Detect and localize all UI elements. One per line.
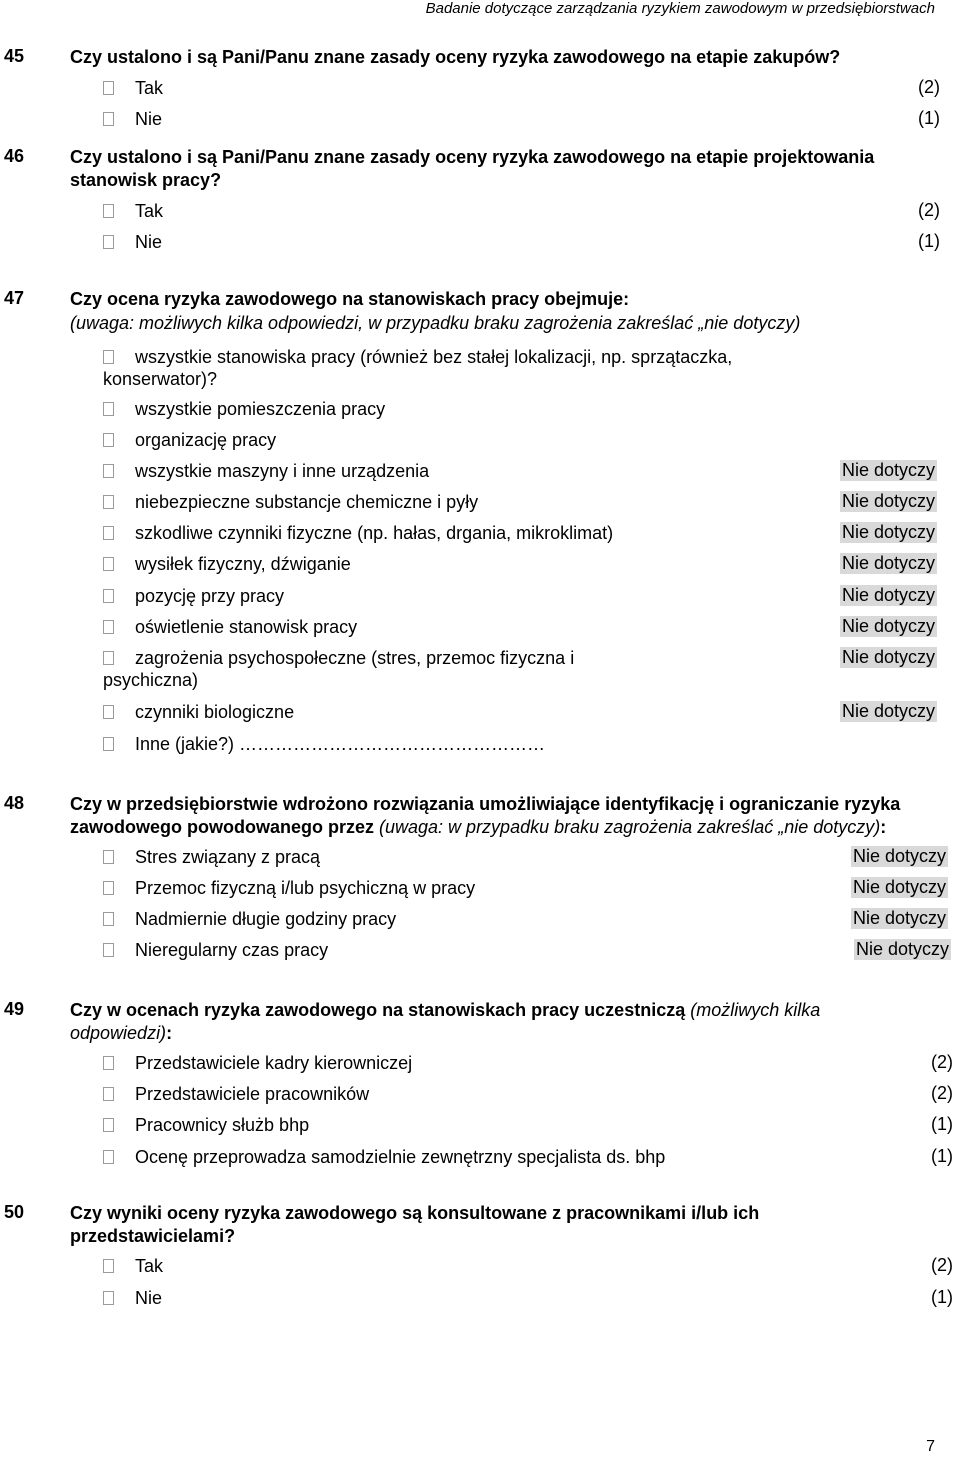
not-applicable-badge[interactable]: Nie dotyczy bbox=[841, 616, 935, 636]
option-label: Ocenę przeprowadza samodzielnie zewnętrzny specjalista ds. bhp bbox=[135, 1147, 666, 1167]
option-item-other[interactable] bbox=[103, 733, 545, 755]
option-item[interactable] bbox=[103, 1114, 309, 1136]
checkbox[interactable] bbox=[103, 1056, 114, 1070]
option-label: Nie bbox=[135, 109, 163, 129]
checkbox[interactable] bbox=[103, 1259, 114, 1273]
question-text: Czy ustalono i są Pani/Panu znane zasady oceny ryzyka zawodowego na etapie zakupów? bbox=[70, 47, 841, 67]
option-label: Nie bbox=[135, 1288, 163, 1308]
question-note: (możliwych kilka odpowiedzi) bbox=[70, 1000, 821, 1043]
question-number: 50 bbox=[4, 1202, 25, 1222]
checkbox[interactable] bbox=[103, 235, 114, 249]
option-item[interactable] bbox=[103, 346, 793, 390]
checkbox[interactable] bbox=[103, 526, 114, 540]
answer-code: (2) bbox=[918, 200, 940, 220]
option-label: Nadmiernie długie godziny pracy bbox=[135, 909, 397, 929]
option-item[interactable] bbox=[103, 877, 475, 899]
checkbox[interactable] bbox=[103, 943, 114, 957]
checkbox[interactable] bbox=[103, 350, 114, 364]
question-text bbox=[70, 999, 890, 1045]
not-applicable-badge[interactable]: Nie dotyczy bbox=[841, 522, 935, 542]
checkbox[interactable] bbox=[103, 495, 114, 509]
answer-code: (1) bbox=[918, 108, 940, 128]
option-item[interactable] bbox=[103, 939, 328, 961]
option-label: zagrożenia psychospołeczne (stres, przemoc fizyczna i psychiczna) bbox=[103, 648, 575, 690]
option-tak[interactable] bbox=[103, 1255, 163, 1277]
option-item[interactable] bbox=[103, 647, 643, 691]
option-label: wszystkie stanowiska pracy (również bez stałej lokalizacji, np. sprzątaczka, konserwator)? bbox=[103, 347, 733, 389]
not-applicable-badge[interactable]: Nie dotyczy bbox=[841, 701, 935, 721]
option-label: wszystkie pomieszczenia pracy bbox=[135, 399, 386, 419]
checkbox[interactable] bbox=[103, 112, 114, 126]
option-label: oświetlenie stanowisk pracy bbox=[135, 617, 358, 637]
checkbox[interactable] bbox=[103, 589, 114, 603]
option-label: Pracownicy służb bhp bbox=[135, 1115, 310, 1135]
option-nie[interactable] bbox=[103, 231, 162, 253]
option-label: Tak bbox=[135, 78, 164, 98]
checkbox[interactable] bbox=[103, 1087, 114, 1101]
answer-code: (2) bbox=[931, 1052, 953, 1072]
option-item[interactable] bbox=[103, 616, 357, 638]
option-item[interactable] bbox=[103, 553, 351, 575]
question-number: 46 bbox=[4, 146, 25, 166]
answer-code: (2) bbox=[931, 1255, 953, 1275]
question-text-end: : bbox=[880, 817, 887, 837]
answer-code: (1) bbox=[931, 1287, 953, 1307]
option-item[interactable] bbox=[103, 1052, 412, 1074]
checkbox[interactable] bbox=[103, 464, 114, 478]
not-applicable-badge[interactable]: Nie dotyczy bbox=[852, 877, 946, 897]
checkbox[interactable] bbox=[103, 1291, 114, 1305]
option-label: Przemoc fizyczną i/lub psychiczną w pracy bbox=[135, 878, 476, 898]
not-applicable-badge[interactable]: Nie dotyczy bbox=[841, 460, 935, 480]
option-label: szkodliwe czynniki fizyczne (np. hałas, drgania, mikroklimat) bbox=[135, 523, 614, 543]
not-applicable-badge[interactable]: Nie dotyczy bbox=[841, 647, 935, 667]
checkbox[interactable] bbox=[103, 204, 114, 218]
question-text: Czy wyniki oceny ryzyka zawodowego są konsultowane z pracownikami i/lub ich przedstawicielami? bbox=[70, 1203, 760, 1246]
answer-code: (2) bbox=[931, 1083, 953, 1103]
question-text: Czy ocena ryzyka zawodowego na stanowiskach pracy obejmuje: bbox=[70, 289, 630, 309]
checkbox[interactable] bbox=[103, 1118, 114, 1132]
option-label: organizację pracy bbox=[135, 430, 277, 450]
checkbox[interactable] bbox=[103, 651, 114, 665]
option-label: wysiłek fizyczny, dźwiganie bbox=[135, 554, 351, 574]
checkbox[interactable] bbox=[103, 620, 114, 634]
option-label: Inne (jakie?) …………………………………………… bbox=[135, 734, 546, 754]
checkbox[interactable] bbox=[103, 402, 114, 416]
question-text: Czy ustalono i są Pani/Panu znane zasady oceny ryzyka zawodowego na etapie projektowania stanowisk pracy? bbox=[70, 147, 875, 190]
not-applicable-badge[interactable]: Nie dotyczy bbox=[841, 585, 935, 605]
option-item[interactable] bbox=[103, 1146, 665, 1168]
answer-code: (1) bbox=[931, 1114, 953, 1134]
not-applicable-badge[interactable]: Nie dotyczy bbox=[855, 939, 949, 959]
option-item[interactable] bbox=[103, 522, 613, 544]
option-label: niebezpieczne substancje chemiczne i pyły bbox=[135, 492, 479, 512]
question-text-end: : bbox=[166, 1023, 173, 1043]
option-label: Przedstawiciele kadry kierowniczej bbox=[135, 1053, 413, 1073]
not-applicable-badge[interactable]: Nie dotyczy bbox=[841, 553, 935, 573]
option-item[interactable] bbox=[103, 491, 478, 513]
question-note: (uwaga: w przypadku braku zagrożenia zakreślać „nie dotyczy) bbox=[379, 817, 881, 837]
option-item[interactable] bbox=[103, 398, 385, 420]
answer-code: (1) bbox=[918, 231, 940, 251]
question-text-main: Czy w ocenach ryzyka zawodowego na stanowiskach pracy uczestniczą bbox=[70, 1000, 686, 1020]
option-item[interactable] bbox=[103, 701, 294, 723]
option-label: czynniki biologiczne bbox=[135, 702, 295, 722]
option-tak[interactable] bbox=[103, 77, 163, 99]
option-item[interactable] bbox=[103, 429, 276, 451]
option-item[interactable] bbox=[103, 585, 284, 607]
option-tak[interactable] bbox=[103, 200, 163, 222]
option-label: Tak bbox=[135, 201, 164, 221]
option-item[interactable] bbox=[103, 460, 429, 482]
question-text bbox=[70, 793, 960, 839]
not-applicable-badge[interactable]: Nie dotyczy bbox=[841, 491, 935, 511]
option-nie[interactable] bbox=[103, 1287, 162, 1309]
option-nie[interactable] bbox=[103, 108, 162, 130]
not-applicable-badge[interactable]: Nie dotyczy bbox=[852, 846, 946, 866]
checkbox[interactable] bbox=[103, 881, 114, 895]
question-number: 45 bbox=[4, 46, 25, 66]
option-item[interactable] bbox=[103, 1083, 369, 1105]
answer-code: (2) bbox=[918, 77, 940, 97]
option-label: wszystkie maszyny i inne urządzenia bbox=[135, 461, 430, 481]
option-label: Nie bbox=[135, 232, 163, 252]
not-applicable-badge[interactable]: Nie dotyczy bbox=[852, 908, 946, 928]
checkbox[interactable] bbox=[103, 912, 114, 926]
option-label: pozycję przy pracy bbox=[135, 586, 285, 606]
running-header: Badanie dotyczące zarządzania ryzykiem zawodowym w przedsiębiorstwach bbox=[425, 0, 935, 17]
option-label: Nieregularny czas pracy bbox=[135, 940, 329, 960]
checkbox[interactable] bbox=[103, 850, 114, 864]
checkbox[interactable] bbox=[103, 81, 114, 95]
question-note: (uwaga: możliwych kilka odpowiedzi, w przypadku braku zagrożenia zakreślać „nie dotyczy) bbox=[70, 313, 801, 333]
answer-code: (1) bbox=[931, 1146, 953, 1166]
option-label: Tak bbox=[135, 1256, 164, 1276]
checkbox[interactable] bbox=[103, 737, 114, 751]
option-label: Przedstawiciele pracowników bbox=[135, 1084, 370, 1104]
option-item[interactable] bbox=[103, 908, 396, 930]
page-number: 7 bbox=[926, 1438, 935, 1455]
option-label: Stres związany z pracą bbox=[135, 847, 321, 867]
checkbox[interactable] bbox=[103, 433, 114, 447]
question-text-main: Czy w przedsiębiorstwie wdrożono rozwiązania umożliwiające identyfikację i ograniczanie ryzyka zawodowego powodowanego przez bbox=[70, 794, 901, 837]
question-number: 49 bbox=[4, 999, 25, 1019]
question-number: 48 bbox=[4, 793, 25, 813]
option-item[interactable] bbox=[103, 846, 320, 868]
question-number: 47 bbox=[4, 288, 25, 308]
checkbox[interactable] bbox=[103, 1150, 114, 1164]
checkbox[interactable] bbox=[103, 557, 114, 571]
checkbox[interactable] bbox=[103, 705, 114, 719]
